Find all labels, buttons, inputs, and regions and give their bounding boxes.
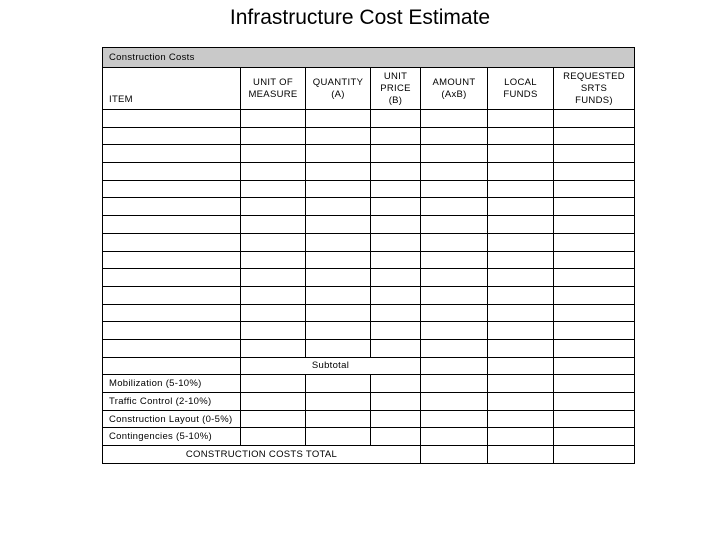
table-cell[interactable] [421, 233, 488, 251]
table-cell[interactable] [241, 410, 306, 428]
table-cell[interactable] [241, 180, 306, 198]
table-cell[interactable] [371, 198, 421, 216]
section-label: Construction Costs [103, 48, 635, 68]
item-label: Construction Layout (0-5%) [103, 410, 241, 428]
table-row [103, 339, 635, 357]
table-cell[interactable] [554, 339, 635, 357]
column-header-text: ITEM [109, 94, 133, 105]
table-cell[interactable] [421, 322, 488, 340]
table-cell[interactable] [554, 446, 635, 464]
table-cell[interactable] [306, 269, 371, 287]
table-cell[interactable] [371, 145, 421, 163]
table-cell[interactable] [371, 304, 421, 322]
table-cell[interactable] [103, 127, 241, 145]
table-cell[interactable] [421, 357, 488, 375]
column-header [306, 68, 371, 110]
column-header-text: REQUESTED [563, 70, 625, 82]
table-cell[interactable] [371, 110, 421, 128]
table-row [103, 163, 635, 181]
column-header-text: FUNDS) [575, 94, 613, 106]
table-cell[interactable] [241, 304, 306, 322]
column-header [103, 68, 241, 110]
table-cell[interactable] [421, 375, 488, 393]
table-cell[interactable] [103, 198, 241, 216]
column-header [371, 68, 421, 110]
table-cell[interactable] [554, 269, 635, 287]
table-cell[interactable] [371, 410, 421, 428]
table-cell[interactable] [488, 322, 554, 340]
table-cell[interactable] [488, 198, 554, 216]
total-label: CONSTRUCTION COSTS TOTAL [103, 446, 421, 464]
table-cell[interactable] [241, 251, 306, 269]
table-cell[interactable] [554, 428, 635, 446]
table-cell[interactable] [306, 198, 371, 216]
additional-cost-row [103, 410, 635, 428]
table-cell[interactable] [488, 180, 554, 198]
column-header [241, 68, 306, 110]
table-cell[interactable] [488, 163, 554, 181]
table-cell[interactable] [241, 110, 306, 128]
table-cell[interactable] [306, 286, 371, 304]
column-header-row [103, 68, 635, 110]
table-cell[interactable] [421, 393, 488, 411]
table-cell[interactable] [554, 233, 635, 251]
column-header [554, 68, 635, 110]
table-row [103, 286, 635, 304]
table-cell[interactable] [554, 145, 635, 163]
column-header-text: MEASURE [248, 88, 298, 100]
table-cell[interactable] [554, 110, 635, 128]
table-cell[interactable] [488, 127, 554, 145]
table-cell[interactable] [241, 163, 306, 181]
table-cell[interactable] [554, 198, 635, 216]
table-cell[interactable] [488, 410, 554, 428]
table-cell[interactable] [103, 269, 241, 287]
column-header-text: (AxB) [441, 88, 467, 100]
table-cell[interactable] [103, 339, 241, 357]
table-cell[interactable] [103, 286, 241, 304]
table-cell[interactable] [306, 375, 371, 393]
table-cell[interactable] [421, 163, 488, 181]
table-cell[interactable] [306, 322, 371, 340]
table-row [103, 180, 635, 198]
table-cell[interactable] [421, 145, 488, 163]
table-cell[interactable] [554, 357, 635, 375]
table-cell[interactable] [554, 163, 635, 181]
table-cell[interactable] [554, 180, 635, 198]
table-cell[interactable] [371, 163, 421, 181]
table-cell[interactable] [421, 216, 488, 234]
table-cell[interactable] [554, 393, 635, 411]
table-cell[interactable] [306, 410, 371, 428]
table-cell[interactable] [554, 375, 635, 393]
table-cell[interactable] [371, 251, 421, 269]
table-cell[interactable] [488, 357, 554, 375]
table-cell[interactable] [103, 233, 241, 251]
table-cell[interactable] [306, 393, 371, 411]
table-cell[interactable] [241, 269, 306, 287]
table-cell[interactable] [371, 286, 421, 304]
table-cell[interactable] [421, 304, 488, 322]
item-label: Traffic Control (2-10%) [103, 393, 241, 411]
table-cell[interactable] [306, 216, 371, 234]
table-row [103, 322, 635, 340]
table-cell[interactable] [421, 110, 488, 128]
table-row [103, 251, 635, 269]
column-header-text: SRTS [580, 82, 608, 94]
table-cell[interactable] [306, 251, 371, 269]
table-cell[interactable] [103, 163, 241, 181]
additional-cost-row [103, 393, 635, 411]
table-row [103, 269, 635, 287]
table-row [103, 110, 635, 128]
table-cell[interactable] [371, 375, 421, 393]
table-cell[interactable] [488, 110, 554, 128]
additional-cost-row [103, 428, 635, 446]
table-cell[interactable] [488, 251, 554, 269]
column-header-text: LOCAL [504, 76, 537, 88]
table-cell[interactable] [241, 428, 306, 446]
table-cell[interactable] [371, 428, 421, 446]
table-cell[interactable] [241, 339, 306, 357]
table-cell[interactable] [421, 269, 488, 287]
table-cell[interactable] [241, 233, 306, 251]
column-header-text: UNIT [383, 70, 408, 82]
table-cell[interactable] [306, 145, 371, 163]
column-header-text: (B) [388, 94, 403, 106]
table-cell[interactable] [371, 216, 421, 234]
table-cell[interactable] [306, 163, 371, 181]
table-cell[interactable] [488, 339, 554, 357]
table-cell[interactable] [421, 127, 488, 145]
table-cell[interactable] [421, 428, 488, 446]
table-cell[interactable] [371, 127, 421, 145]
table-cell[interactable] [241, 216, 306, 234]
table-cell[interactable] [306, 233, 371, 251]
table-cell[interactable] [554, 216, 635, 234]
table-cell[interactable] [103, 322, 241, 340]
table-row [103, 198, 635, 216]
column-header-text: AMOUNT [432, 76, 476, 88]
table-cell[interactable] [241, 198, 306, 216]
table-cell[interactable] [103, 145, 241, 163]
table-cell[interactable] [421, 410, 488, 428]
table-cell[interactable] [554, 304, 635, 322]
table-cell[interactable] [488, 233, 554, 251]
column-header-text: (A) [331, 88, 345, 100]
table-cell[interactable] [421, 339, 488, 357]
table-row [103, 304, 635, 322]
table-cell[interactable] [241, 286, 306, 304]
table-cell[interactable] [306, 127, 371, 145]
table-cell[interactable] [371, 269, 421, 287]
table-cell[interactable] [241, 145, 306, 163]
column-header [488, 68, 554, 110]
table-cell[interactable] [103, 251, 241, 269]
column-header-text: QUANTITY [312, 76, 364, 88]
table-cell[interactable] [103, 357, 241, 375]
table-cell[interactable] [488, 375, 554, 393]
table-row [103, 233, 635, 251]
table-cell[interactable] [554, 410, 635, 428]
table-cell[interactable] [488, 428, 554, 446]
table-cell[interactable] [488, 145, 554, 163]
table-cell[interactable] [488, 393, 554, 411]
subtotal-row [103, 357, 635, 375]
table-cell[interactable] [488, 286, 554, 304]
table-row [103, 127, 635, 145]
table-cell[interactable] [371, 322, 421, 340]
table-cell[interactable] [488, 304, 554, 322]
table-cell[interactable] [421, 198, 488, 216]
table-cell[interactable] [306, 339, 371, 357]
table-cell[interactable] [241, 322, 306, 340]
table-cell[interactable] [306, 110, 371, 128]
table-cell[interactable] [103, 304, 241, 322]
table-cell[interactable] [103, 180, 241, 198]
table-cell[interactable] [241, 375, 306, 393]
table-cell[interactable] [371, 393, 421, 411]
table-cell[interactable] [421, 286, 488, 304]
cost-estimate-table [102, 47, 635, 464]
table-cell[interactable] [371, 233, 421, 251]
table-cell[interactable] [241, 127, 306, 145]
table-cell[interactable] [554, 251, 635, 269]
subtotal-label: Subtotal [241, 357, 421, 375]
table-cell[interactable] [421, 180, 488, 198]
table-cell[interactable] [241, 393, 306, 411]
item-label: Contingencies (5-10%) [103, 428, 241, 446]
table-cell[interactable] [103, 110, 241, 128]
column-header-text: UNIT OF [253, 76, 293, 88]
additional-cost-row [103, 375, 635, 393]
table-cell[interactable] [371, 180, 421, 198]
section-header-row [103, 48, 635, 68]
table-cell[interactable] [103, 216, 241, 234]
table-cell[interactable] [371, 339, 421, 357]
total-row [103, 446, 635, 464]
column-header [421, 68, 488, 110]
table-cell[interactable] [488, 446, 554, 464]
table-cell[interactable] [488, 216, 554, 234]
column-header-text: PRICE [380, 82, 411, 94]
item-label: Mobilization (5-10%) [103, 375, 241, 393]
table-cell[interactable] [554, 322, 635, 340]
column-header-text: FUNDS [503, 88, 538, 100]
table-row [103, 145, 635, 163]
table-row [103, 216, 635, 234]
page-title: Infrastructure Cost Estimate [229, 6, 491, 29]
table-cell[interactable] [421, 446, 488, 464]
table-cell[interactable] [421, 251, 488, 269]
table-cell[interactable] [306, 428, 371, 446]
table-cell[interactable] [488, 269, 554, 287]
table-cell[interactable] [306, 304, 371, 322]
table-cell[interactable] [554, 286, 635, 304]
table-cell[interactable] [306, 180, 371, 198]
table-cell[interactable] [554, 127, 635, 145]
